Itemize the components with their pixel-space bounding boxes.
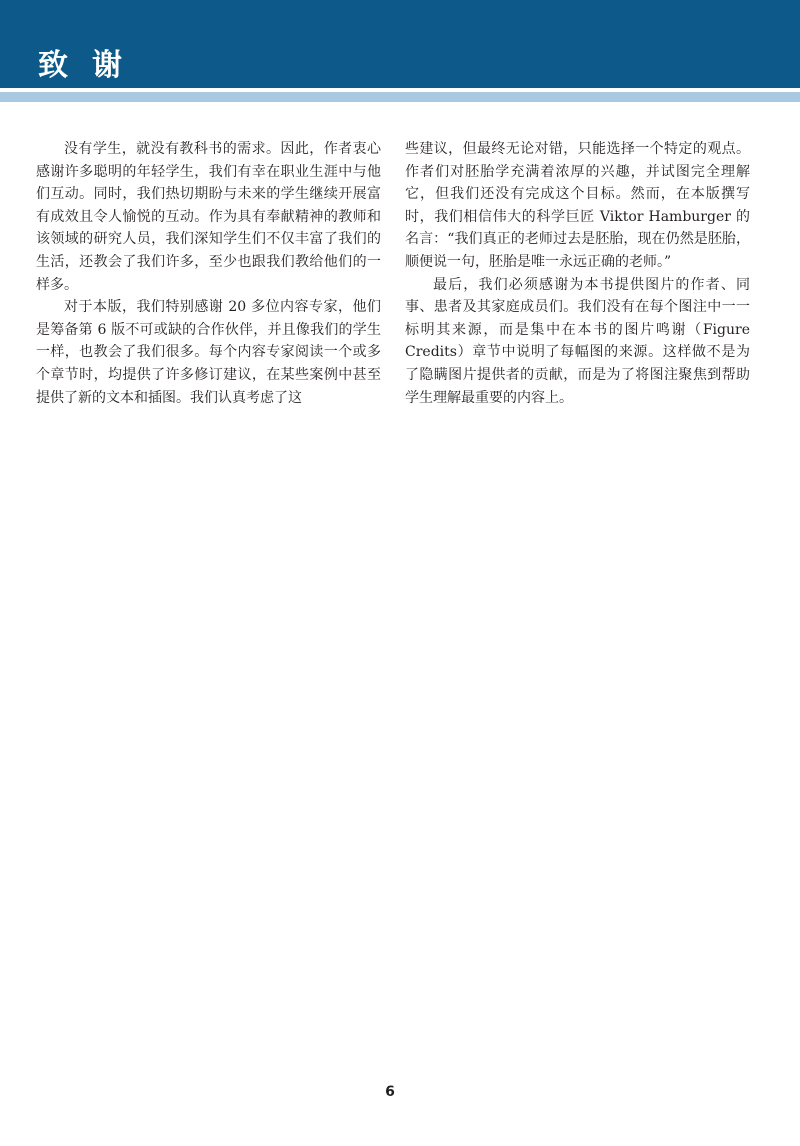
page-number: 6 bbox=[385, 1084, 395, 1100]
header-stripe bbox=[0, 92, 800, 102]
left-column bbox=[36, 138, 381, 409]
paragraph-experts: 对于本版，我们特别感谢 20 多位内容专家，他们是筹备第 6 版不可或缺的合作伙伴，并且像我们的学生一样，也教会了我们很多。每个内容专家阅读一个或多个章节时，均提供了许多修订建议，在某些案例中甚至提供了新的文本和插图。我们认真考虑了这 bbox=[36, 299, 381, 406]
paragraph-image-credits: 最后，我们必须感谢为本书提供图片的作者、同事、患者及其家庭成员们。我们没有在每个图注中一一标明其来源，而是集中在本书的图片鸣谢（Figure Credits）章节中说明了每幅图的来源。这样做不是为了隐瞒图片提供者的贡献，而是为了将图注聚焦到帮助学生理解最重要的内容上。 bbox=[405, 276, 750, 406]
right-column bbox=[405, 138, 750, 409]
paragraph-students: 没有学生，就没有教科书的需求。因此，作者衷心感谢许多聪明的年轻学生，我们有幸在职业生涯中与他们互动。同时，我们热切期盼与未来的学生继续开展富有成效且令人愉悦的互动。作为具有奉献精神的教师和该领域的研究人员，我们深知学生们不仅丰富了我们的生活，还教会了我们许多，至少也跟我们教给他们的一样多。 bbox=[36, 141, 381, 293]
page-title: 致谢 bbox=[38, 48, 146, 83]
paragraph-experts-continued: 些建议，但最终无论对错，只能选择一个特定的观点。作者们对胚胎学充满着浓厚的兴趣，并试图完全理解它，但我们还没有完成这个目标。然而，在本版撰写时，我们相信伟大的科学巨匠 Viktor Hamburger 的名言：“我们真正的老师过去是胚胎，现在仍然是胚胎，顺便说一句，胚胎是唯一永远正确的老师。” bbox=[405, 141, 750, 270]
